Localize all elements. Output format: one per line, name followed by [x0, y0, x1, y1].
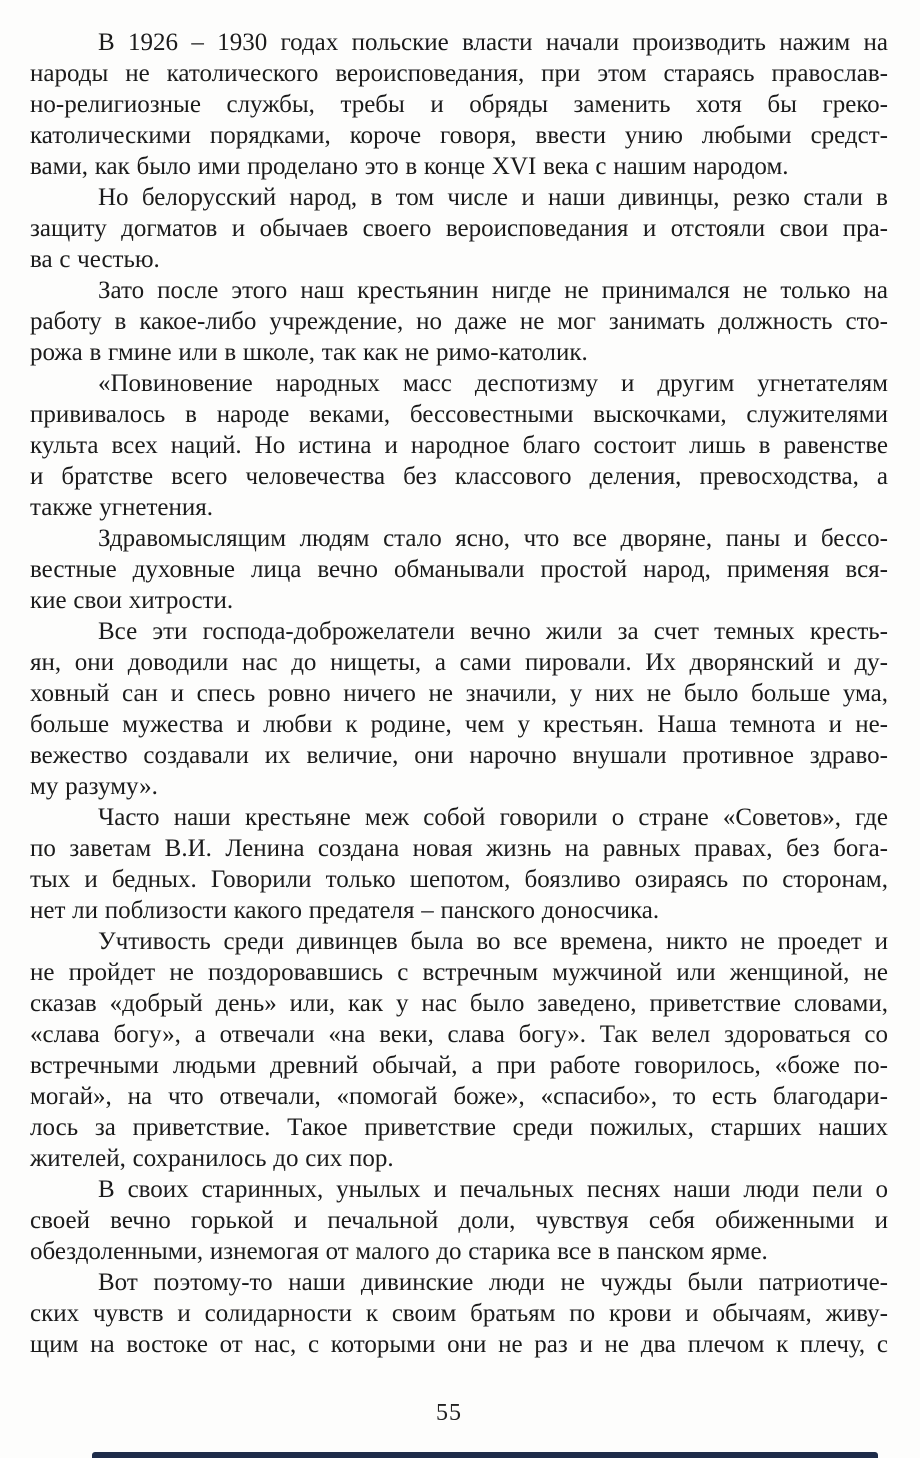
- text-line: «слава богу», а отвечали «на веки, слава богу». Так велел здороваться со: [30, 1021, 888, 1048]
- text-line: работу в какое-либо учреждение, но даже не мог занимать должность сто-: [30, 308, 888, 335]
- text-line: но-религиозные службы, требы и обряды заменить хотя бы греко-: [30, 91, 888, 118]
- text-line: прививалось в народе веками, бессовестными выскочками, служителями: [30, 401, 888, 428]
- text-line: защиту догматов и обычаев своего вероисповедания и отстояли свои пра-: [30, 215, 888, 242]
- text-line: и братстве всего человечества без классового деления, превосходства, а: [30, 463, 888, 490]
- page-text: [30, 27, 888, 1360]
- text-line: кие свои хитрости.: [30, 587, 234, 614]
- text-line: Все эти господа-доброжелатели вечно жили за счет темных кресть-: [98, 618, 888, 645]
- scan-edge-shadow: [92, 1452, 878, 1458]
- text-line: Но белорусский народ, в том числе и наши дивинцы, резко стали в: [98, 184, 888, 211]
- text-line: культа всех наций. Но истина и народное благо состоит лишь в равенстве: [30, 432, 888, 459]
- text-line: вестные духовные лица вечно обманывали простой народ, применяя вся-: [30, 556, 888, 583]
- text-line: Вот поэтому-то наши дивинские люди не чужды были патриотиче-: [98, 1269, 888, 1296]
- text-line: Здравомыслящим людям стало ясно, что все дворяне, паны и бессо-: [98, 525, 888, 552]
- text-line: ва с честью.: [30, 246, 160, 273]
- text-line: вежество создавали их величие, они нарочно внушали противное здраво-: [30, 742, 888, 769]
- text-line: му разуму».: [30, 773, 158, 800]
- text-line: обездоленными, изнемогая от малого до старика все в панском ярме.: [30, 1238, 768, 1265]
- text-line: В 1926 – 1930 годах польские власти начали производить нажим на: [98, 29, 888, 56]
- text-line: больше мужества и любви к родине, чем у крестьян. Наша темнота и не-: [30, 711, 888, 738]
- text-line: лось за приветствие. Такое приветствие среди пожилых, старших наших: [30, 1114, 888, 1141]
- text-line: ховный сан и спесь ровно ничего не значили, у них не было больше ума,: [30, 680, 888, 707]
- text-line: по заветам В.И. Ленина создана новая жизнь на равных правах, без бога-: [30, 835, 888, 862]
- text-line: встречными людьми древний обычай, а при работе говорилось, «боже по-: [30, 1052, 888, 1079]
- text-line: вами, как было ими проделано это в конце XVI века с нашим народом.: [30, 153, 789, 180]
- text-line: «Повиновение народных масс деспотизму и другим угнетателям: [98, 370, 888, 397]
- text-line: Часто наши крестьяне меж собой говорили о стране «Советов», где: [98, 804, 888, 831]
- text-line: тых и бедных. Говорили только шепотом, боязливо озираясь по сторонам,: [30, 866, 888, 893]
- text-line: Зато после этого наш крестьянин нигде не принимался не только на: [98, 277, 888, 304]
- text-line: также угнетения.: [30, 494, 214, 521]
- text-line: католическими порядками, короче говоря, ввести унию любыми средст-: [30, 122, 888, 149]
- text-line: могай», на что отвечали, «помогай боже», «спасибо», то есть благодари-: [30, 1083, 888, 1110]
- text-line: Учтивость среди дивинцев была во все времена, никто не проедет и: [98, 928, 888, 955]
- text-line: народы не католического вероисповедания, при этом стараясь православ-: [30, 60, 888, 87]
- text-line: своей вечно горькой и печальной доли, чувствуя себя обиженными и: [30, 1207, 888, 1234]
- text-line: щим на востоке от нас, с которыми они не раз и не два плечом к плечу, с: [30, 1331, 888, 1358]
- text-line: ян, они доводили нас до нищеты, а сами пировали. Их дворянский и ду-: [30, 649, 888, 676]
- text-line: жителей, сохранилось до сих пор.: [30, 1145, 394, 1172]
- text-line: нет ли поблизости какого предателя – панского доносчика.: [30, 897, 660, 924]
- text-line: сказав «добрый день» или, как у нас было заведено, приветствие словами,: [30, 990, 888, 1017]
- text-line: рожа в гмине или в школе, так как не римо-католик.: [30, 339, 588, 366]
- text-line: В своих старинных, унылых и печальных песнях наши люди пели о: [98, 1176, 888, 1203]
- text-line: ских чувств и солидарности к своим братьям по крови и обычаям, живу-: [30, 1300, 888, 1327]
- text-line: не пройдет не поздоровавшись с встречным мужчиной или женщиной, не: [30, 959, 888, 986]
- page-number: 55: [436, 1400, 462, 1426]
